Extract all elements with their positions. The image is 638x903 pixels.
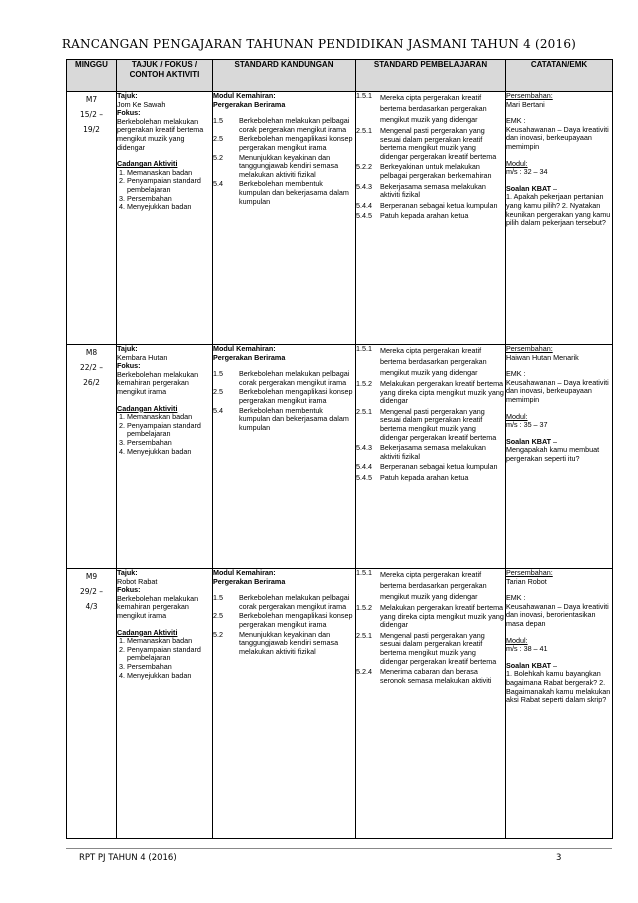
header-minggu: MINGGU: [67, 60, 117, 92]
aktiviti-list: [117, 169, 212, 212]
header-standard-pembelajaran: STANDARD PEMBELAJARAN: [356, 60, 506, 92]
modul-title: Pergerakan Berirama: [213, 99, 286, 109]
pembelajaran-item: 2.5.1 Mengenal pasti pergerakan yang sesuai dalam pergerakan kreatif bertema mengikut muzik yang didengar pergerakan kreatif bertema: [356, 630, 497, 666]
modul-ref-text: m/s : 32 – 34: [506, 167, 548, 177]
emk-label: EMK :: [506, 116, 526, 126]
table-row: [67, 345, 613, 569]
table-row: [67, 92, 613, 345]
pembelajaran-item: 5.4.4 Berperanan sebagai ketua kumpulan: [356, 462, 498, 472]
header-tajuk: [117, 60, 213, 92]
modul-ref-label: Modul:: [506, 158, 528, 168]
cadangan-aktiviti-label: Cadangan Aktiviti: [117, 159, 178, 169]
kbat-text: Mengapakah kamu membuat pergerakan seperti itu?: [506, 445, 600, 463]
persembahan-label: Persembahan:: [506, 344, 553, 353]
tajuk-cell: [117, 345, 213, 569]
list-item: 3. Persembahan: [127, 663, 212, 672]
aktiviti-list: [117, 637, 212, 680]
kandungan-item: 5.4 Berkebolehan membentuk kumpulan dan bekerjasama dalam kumpulan: [213, 405, 349, 432]
kbat-label: Soalan KBAT: [506, 660, 551, 670]
list-item: 1. Memanaskan badan: [127, 637, 212, 646]
list-item: 4. Menyejukkan badan: [127, 203, 212, 212]
catatan-cell: [506, 345, 613, 569]
week-label: M8: [85, 348, 98, 357]
modul-ref-label: Modul:: [506, 411, 528, 421]
kbat-label: Soalan KBAT: [506, 183, 551, 193]
pembelajaran-item: 5.4.5 Patuh kepada arahan ketua: [356, 472, 469, 482]
week-date-start: 22/2 –: [80, 363, 103, 372]
tajuk-label: Tajuk:: [117, 568, 138, 577]
week-date-end: 26/2: [83, 378, 100, 387]
emk-label: EMK :: [506, 593, 526, 603]
kandungan-item: 1.5 Berkebolehan melakukan pelbagai corak pergerakan mengikut irama: [213, 593, 350, 611]
kbat-dash: –: [553, 436, 557, 446]
pembelajaran-item: 1.5.1 Mereka cipta pergerakan kreatif bertema berdasarkan pergerakan mengikut muzik yang didengar: [356, 568, 487, 601]
tajuk-text: Robot Rabat: [117, 576, 158, 586]
kandungan-item: 2.5 Berkebolehan mengaplikasi konsep pergerakan mengikut irama: [213, 134, 353, 152]
persembahan-text: Mari Bertani: [506, 99, 545, 109]
kandungan-item: 5.2 Menunjukkan keyakinan dan tanggungjawab kendiri semasa melakukan aktiviti fizikal: [213, 152, 339, 179]
table-row: [67, 569, 613, 839]
pembelajaran-item: 1.5.1 Mereka cipta pergerakan kreatif bertema berdasarkan pergerakan mengikut muzik yang didengar: [356, 344, 487, 377]
footer-document-name: RPT PJ TAHUN 4 (2016): [79, 853, 177, 863]
modul-ref-label: Modul:: [506, 635, 528, 645]
list-item: 4. Menyejukkan badan: [127, 672, 212, 681]
standard-kandungan-cell: [213, 345, 356, 569]
modul-label: Modul Kemahiran:: [213, 568, 276, 577]
fokus-text: Berkebolehan melakukan pergerakan kreatif bertema mengikut muzik yang didengar: [117, 116, 204, 152]
kandungan-item: 2.5 Berkebolehan mengaplikasi konsep pergerakan mengikut irama: [213, 611, 353, 629]
week-date-start: 15/2 –: [80, 110, 103, 119]
week-date-start: 29/2 –: [80, 587, 103, 596]
week-date-end: 19/2: [83, 125, 100, 134]
rpt-table: [66, 59, 613, 839]
footer-divider: [66, 848, 612, 849]
tajuk-text: Kembara Hutan: [117, 352, 168, 362]
list-item: 2. Penyampaian standard pembelajaran: [127, 646, 212, 663]
week-cell: [67, 345, 117, 569]
pembelajaran-item: 1.5.2 Melakukan pergerakan kreatif bertema yang direka cipta mengikut muzik yang didengar: [356, 379, 504, 406]
pembelajaran-item: 2.5.1 Mengenal pasti pergerakan yang sesuai dalam pergerakan kreatif bertema mengikut muzik yang didengar pergerakan kreatif bertema: [356, 406, 497, 442]
persembahan-text: Tarian Robot: [506, 576, 547, 586]
fokus-label: Fokus:: [117, 585, 141, 595]
header-tajuk-line2: CONTOH AKTIVITI: [129, 70, 200, 79]
week-cell: [67, 92, 117, 345]
fokus-text: Berkebolehan melakukan kemahiran pergerakan mengikut irama: [117, 593, 199, 620]
week-date-end: 4/3: [85, 602, 98, 611]
list-item: 1. Memanaskan badan: [127, 413, 212, 422]
aktiviti-list: [117, 413, 212, 456]
persembahan-label: Persembahan:: [506, 91, 553, 100]
standard-kandungan-cell: [213, 92, 356, 345]
standard-pembelajaran-cell: [356, 569, 506, 839]
kandungan-item: 2.5 Berkebolehan mengaplikasi konsep pergerakan mengikut irama: [213, 387, 353, 405]
kbat-text: 1. Apakah pekerjaan pertanian yang kamu pilih? 2. Nyatakan keunikan pergerakan yang kamu pilih dalam pekerjaan tersebut?: [506, 192, 611, 228]
pembelajaran-item: 5.4.5 Patuh kepada arahan ketua: [356, 211, 469, 221]
modul-label: Modul Kemahiran:: [213, 91, 276, 100]
week-cell: [67, 569, 117, 839]
modul-ref-text: m/s : 38 – 41: [506, 644, 548, 654]
week-label: M9: [85, 572, 98, 581]
tajuk-label: Tajuk:: [117, 91, 138, 100]
modul-title: Pergerakan Berirama: [213, 352, 286, 362]
emk-text: Keusahawanan – Daya kreativiti dan inovasi, berkeupayaan memimpin: [506, 124, 609, 151]
modul-ref-text: m/s : 35 – 37: [506, 420, 548, 430]
modul-label: Modul Kemahiran:: [213, 344, 276, 353]
fokus-text: Berkebolehan melakukan kemahiran pergerakan mengikut irama: [117, 369, 199, 396]
header-standard-kandungan: STANDARD KANDUNGAN: [213, 60, 356, 92]
kbat-dash: –: [553, 183, 557, 193]
pembelajaran-item: 5.2.2 Berkeyakinan untuk melakukan pelbagai pergerakan berkemahiran: [356, 162, 492, 180]
pembelajaran-item: 5.4.3 Bekerjasama semasa melakukan aktiviti fizikal: [356, 181, 486, 200]
table-header-row: [67, 60, 613, 92]
pembelajaran-item: 5.4.4 Berperanan sebagai ketua kumpulan: [356, 200, 498, 210]
document-title: RANCANGAN PENGAJARAN TAHUNAN PENDIDIKAN JASMANI TAHUN 4 (2016): [61, 37, 577, 51]
kandungan-item: 1.5 Berkebolehan melakukan pelbagai corak pergerakan mengikut irama: [213, 369, 350, 387]
page-number: 3: [556, 853, 562, 863]
list-item: 3. Persembahan: [127, 195, 212, 204]
cadangan-aktiviti-label: Cadangan Aktiviti: [117, 627, 178, 637]
standard-pembelajaran-cell: [356, 345, 506, 569]
kandungan-item: 5.4 Berkebolehan membentuk kumpulan dan bekerjasama dalam kumpulan: [213, 179, 349, 206]
fokus-label: Fokus:: [117, 361, 141, 371]
emk-text: Keusahawanan – Daya kreativiti dan inovasi, berorientasikan masa depan: [506, 601, 609, 628]
standard-kandungan-cell: [213, 569, 356, 839]
kbat-label: Soalan KBAT: [506, 436, 551, 446]
tajuk-label: Tajuk:: [117, 344, 138, 353]
standard-pembelajaran-cell: [356, 92, 506, 345]
pembelajaran-item: 5.2.4 Menerima cabaran dan berasa seronok semasa melakukan aktiviti: [356, 667, 492, 685]
kandungan-item: 5.2 Menunjukkan keyakinan dan tanggungjawab kendiri semasa melakukan aktiviti fizikal: [213, 629, 339, 656]
pembelajaran-item: 2.5.1 Mengenal pasti pergerakan yang sesuai dalam pergerakan kreatif bertema mengikut muzik yang didengar pergerakan kreatif bertema: [356, 126, 497, 161]
fokus-label: Fokus:: [117, 108, 141, 118]
pembelajaran-item: 5.4.3 Bekerjasama semasa melakukan aktiviti fizikal: [356, 443, 486, 461]
emk-text: Keusahawanan – Daya kreativiti dan inovasi, berkeupayaan memimpin: [506, 377, 609, 404]
catatan-cell: [506, 569, 613, 839]
tajuk-cell: [117, 92, 213, 345]
header-catatan: CATATAN/EMK: [506, 60, 613, 92]
persembahan-label: Persembahan:: [506, 568, 553, 577]
pembelajaran-item: 1.5.2 Melakukan pergerakan kreatif bertema yang direka cipta mengikut muzik yang didengar: [356, 603, 504, 630]
kbat-dash: –: [553, 660, 557, 670]
list-item: 2. Penyampaian standard pembelajaran: [127, 177, 212, 194]
tajuk-text: Jom Ke Sawah: [117, 99, 166, 109]
list-item: 2. Penyampaian standard pembelajaran: [127, 422, 212, 439]
week-label: M7: [85, 95, 98, 104]
pembelajaran-item: 1.5.1 Mereka cipta pergerakan kreatif bertema berdasarkan pergerakan mengikut muzik yang didengar: [356, 91, 487, 124]
kandungan-item: 1.5 Berkebolehan melakukan pelbagai corak pergerakan mengikut irama: [213, 116, 350, 134]
tajuk-cell: [117, 569, 213, 839]
list-item: 4. Menyejukkan badan: [127, 448, 212, 457]
header-tajuk-line1: TAJUK / FOKUS /: [131, 60, 198, 69]
list-item: 3. Persembahan: [127, 439, 212, 448]
catatan-cell: [506, 92, 613, 345]
kbat-text: 1. Bolehkah kamu bayangkan bagaimana Rabat bergerak? 2. Bagaimanakah kamu melakukan aksi Rabat seperti dalam skrip?: [506, 669, 611, 705]
modul-title: Pergerakan Berirama: [213, 576, 286, 586]
list-item: 1. Memanaskan badan: [127, 169, 212, 178]
emk-label: EMK :: [506, 369, 526, 379]
cadangan-aktiviti-label: Cadangan Aktiviti: [117, 403, 178, 413]
persembahan-text: Haiwan Hutan Menarik: [506, 352, 579, 362]
